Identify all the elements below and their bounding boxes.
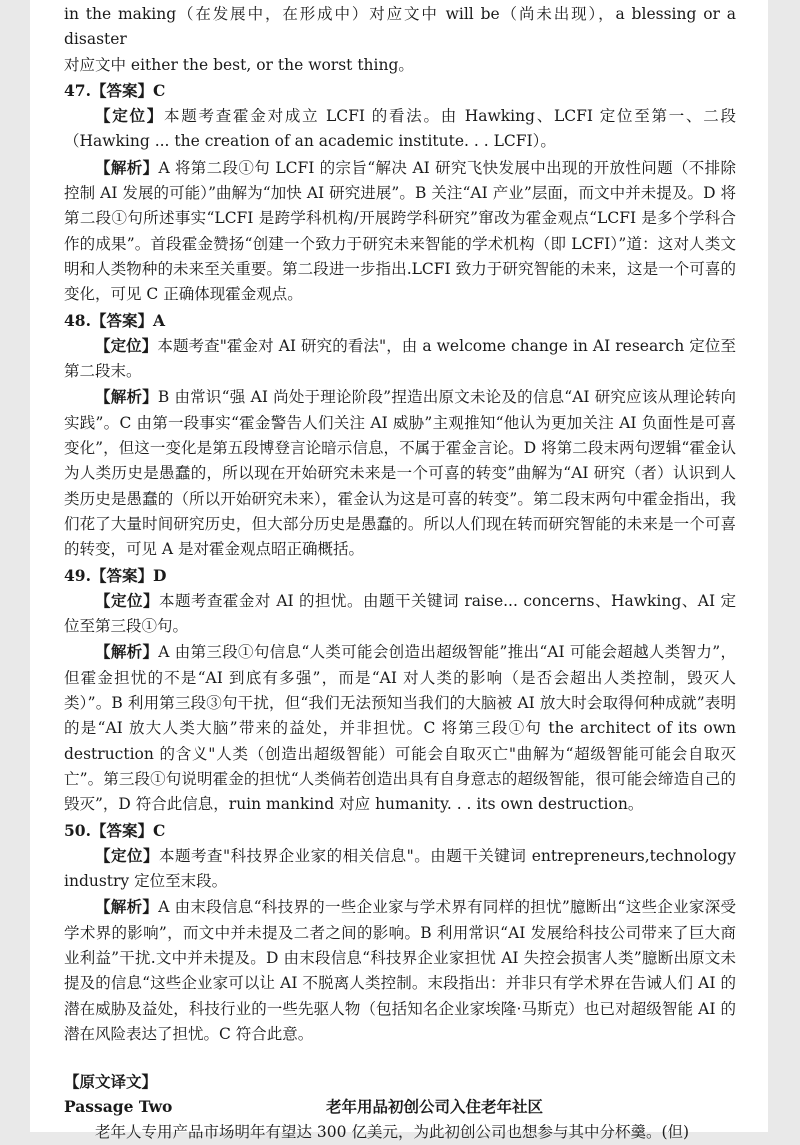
locate-49 [64, 588, 736, 640]
answer-50: 50.【答案】C [64, 820, 166, 840]
locate-text: 本题考查"科技界企业家的相关信息"。由题干关键词 entrepreneurs,technology industry 定位至末段。 [64, 846, 736, 891]
locate-tag: 【定位】 [95, 590, 159, 610]
analysis-48 [64, 384, 736, 562]
locate-tag: 【定位】 [95, 335, 158, 355]
analysis-text: A 将第二段①句 LCFI 的宗旨“解决 AI 研究飞快发展中出现的开放性问题（不排除控制 AI 发展的可能）”曲解为“加快 AI 研究进展”。B 关注“AI 产业”层面，而文中并未提及。D 将第二段①句所述事实“LCFI 是跨学科机构/开展跨学科研究”窜改为霍金观点“LCFI 是多个学科合作的成果”。首段霍金赞扬“创建一个致力于研究未来智能的学术机构（即 LCFI）”道：这对人类文明和人类物种的未来至关重要。第二段进一步指出.LCFI 致力于研究智能的未来，这是一个可喜的变化，可见 C 正确体现霍金观点。 [64, 158, 736, 304]
passage-first-line: 老年人专用产品市场明年有望达 300 亿美元，为此初创公司也想参与其中分杯羹。(但) [95, 1122, 690, 1141]
section-gap [64, 1047, 736, 1069]
intro-line-1: in the making（在发展中，在形成中）对应文中 will be（尚未出现），a blessing or a disaster [64, 5, 736, 49]
locate-tag: 【定位】 [95, 106, 165, 126]
answer-48: 48.【答案】A [64, 310, 165, 330]
passage-title: 老年用品初创公司入住老年社区 [326, 1097, 544, 1117]
locate-text: 本题考查霍金对成立 LCFI 的看法。由 Hawking、LCFI 定位至第一、二段（Hawking ... the creation of an academic institute. . . LCFI）。 [64, 107, 736, 151]
analysis-tag: 【解析】 [95, 897, 159, 917]
analysis-50 [64, 894, 736, 1047]
passage-header [64, 1094, 736, 1119]
locate-text: 本题考查霍金对 AI 的担忧。由题干关键词 raise... concerns、Hawking、AI 定位至第三段①句。 [64, 591, 736, 636]
analysis-tag: 【解析】 [95, 387, 158, 407]
locate-tag: 【定位】 [95, 845, 160, 865]
passage-label: Passage Two [64, 1097, 173, 1117]
document-body [64, 2, 736, 1145]
analysis-tag: 【解析】 [95, 642, 159, 662]
analysis-47 [64, 155, 736, 308]
locate-47 [64, 103, 736, 155]
document-page [30, 0, 768, 1141]
analysis-tag: 【解析】 [95, 157, 159, 177]
intro-line-2: 对应文中 either the best, or the worst thing。 [64, 55, 414, 74]
locate-text: 本题考查"霍金对 AI 研究的看法"，由 a welcome change in AI research 定位至第二段末。 [64, 336, 736, 381]
analysis-49 [64, 639, 736, 817]
analysis-text: A 由第三段①句信息“人类可能会创造出超级智能”推出“AI 可能会超越人类智力”，但霍金担忧的不是“AI 到底有多强”，而是“AI 对人类的影响（是否会超出人类控制，毁灭人类）”。B 利用第三段③句干扰，但“我们无法预知当我们的大脑被 AI 放大时会取得何种成就”表明的是“AI 放大人类大脑”带来的益处，并非担忧。C 将第三段①句 the architect of its own destruction 的含义"人类（创造出超级智能）可能会自取灭亡"曲解为“超级智能可能会自取灭亡”。第三段①句说明霍金的担忧“人类倘若创造出具有自身意志的超级智能，很可能会缔造自己的毁灭”，D 符合此信息，ruin mankind 对应 humanity. . . its own destruction。 [64, 643, 736, 814]
analysis-text: B 由常识“强 AI 尚处于理论阶段”捏造出原文未论及的信息“AI 研究应该从理论转向实践”。C 由第一段事实“霍金警告人们关注 AI 威胁”主观推知“他认为更加关注 AI 负面性是可喜变化”，但这一变化是第五段博登言论暗示信息，不属于霍金言论。D 将第二段末两句逻辑“霍金认为人类历史是愚蠢的，所以现在开始研究未来是一个可喜的转变”曲解为“AI 研究（者）认识到人类历史是愚蠢的（所以开始研究未来），霍金认为这是可喜的转变”。第二段末两句中霍金指出，我们花了大量时间研究历史，但大部分历史是愚蠢的。所以人们现在转而研究智能的未来是一个可喜的转变，可见 A 是对霍金观点昭正确概括。 [64, 388, 736, 559]
locate-50 [64, 843, 736, 895]
locate-48 [64, 333, 736, 385]
answer-47: 47.【答案】C [64, 80, 166, 100]
answer-49: 49.【答案】D [64, 565, 167, 585]
analysis-text: A 由末段信息“科技界的一些企业家与学术界有同样的担忧”臆断出“这些企业家深受学术界的影响”，而文中并未提及二者之间的影响。B 利用常识“AI 发展给科技公司带来了巨大商业利益”干扰.文中并未提及。D 由末段信息“科技界企业家担忧 AI 失控会损害人类”臆断出原文未提及的信息“这些企业家可以让 AI 不脱离人类控制。末段指出：并非只有学术界在告诫人们 AI 的潜在威胁及益处，科技行业的一些先驱人物（包括知名企业家埃隆·马斯克）也已对超级智能 AI 的潜在风险表达了担忧。C 符合此意。 [64, 898, 736, 1043]
translation-heading: 【原文译文】 [64, 1072, 158, 1092]
